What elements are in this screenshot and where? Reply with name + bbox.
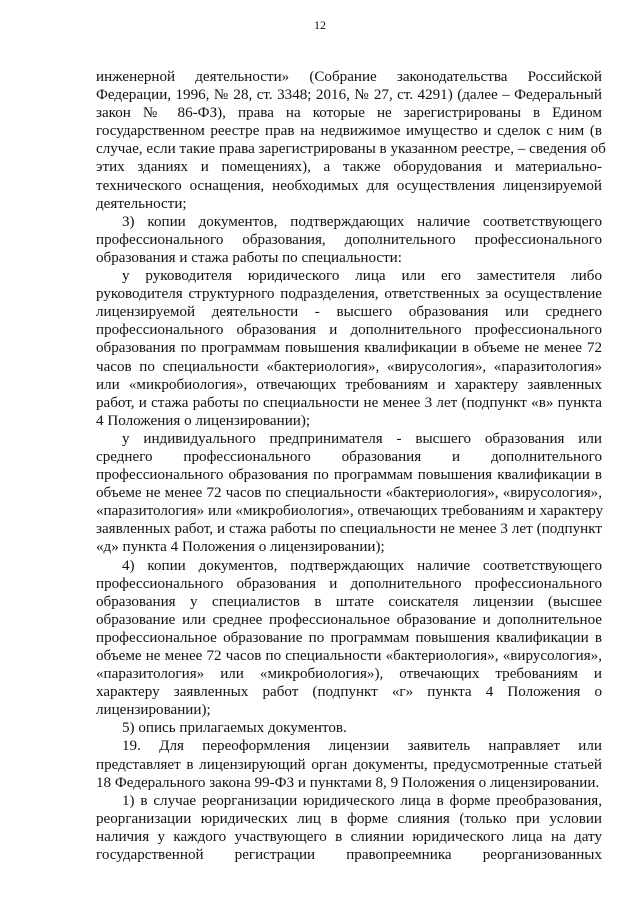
text-line: государственной регистрации правопреемника реорганизованных [96,847,602,864]
text-line: 18 Федерального закона 99-ФЗ и пунктами 8, 9 Положения о лицензировании. [96,774,600,791]
page-number: 12 [314,18,326,32]
text-line: лицензировании); [96,702,211,719]
text-line: Федерации, 1996, № 28, ст. 3348; 2016, № 27, ст. 4291) (далее – Федеральный [96,87,602,104]
text-line: объеме не менее 72 часов по специальности «бактериология», «вирусология», [96,485,602,502]
text-line: образование или среднее профессиональное образование и дополнительное [96,611,602,628]
text-line: представляет в лицензирующий орган документы, предусмотренные статьей [96,756,602,773]
text-line: «д» пункта 4 Положения о лицензировании); [96,539,385,556]
text-line: образования и стажа работы по специальности: [96,249,402,266]
text-line: профессионального образования и дополнительного профессионального [96,575,602,592]
text-line: случае, если такие права зарегистрированы в указанном реестре, – сведения об [96,141,606,158]
text-line: 1) в случае реорганизации юридического лица в форме преобразования, [122,792,602,809]
text-line: технического оснащения, необходимых для осуществления лицензируемой [96,177,602,194]
text-line: у индивидуального предпринимателя - высшего образования или [122,430,602,447]
text-line: среднего профессионального образования и дополнительного [96,448,602,465]
text-line: профессиональное образование по программам повышения квалификации в [96,629,602,646]
text-line: образования по программам повышения квалификации в объеме не менее 72 [96,340,602,357]
text-line: лицензируемой деятельности - высшего образования или среднего [96,304,602,321]
text-line: или «микробиология», отвечающих требованиям и характеру заявленных [96,376,602,393]
text-line: профессионального образования по программам повышения квалификации в [96,467,602,484]
text-line: закон № 86-ФЗ), права на которые не зарегистрированы в Едином [96,105,602,122]
text-line: образования у специалистов в штате соискателя лицензии (высшее [96,593,602,610]
text-line: профессионального образования и дополнительного профессионального [96,322,602,339]
text-line: 19. Для переоформления лицензии заявитель направляет или [122,738,602,755]
text-line: государственном реестре прав на недвижимое имущество и сделок с ним (в [96,123,602,140]
text-line: инженерной деятельности» (Собрание законодательства Российской [96,69,602,85]
text-line: часов по специальности «бактериология», «вирусология», «паразитология» [96,358,602,375]
text-line: заявленных работ, и стажа работы по специальности не менее 3 лет (подпункт [96,521,602,538]
text-line: объеме не менее 72 часов по специальности «бактериология», «вирусология», [96,648,602,664]
text-line: «паразитология» или «микробиология»), отвечающих требованиям и [96,666,602,683]
text-line: деятельности; [96,195,187,212]
body-text [96,68,606,864]
text-line: характеру заявленных работ (подпункт «г» пункта 4 Положения о [96,684,602,701]
text-line: реорганизации юридических лиц в форме слияния (только при условии [96,810,602,827]
text-line: 3) копии документов, подтверждающих наличие соответствующего [122,213,602,230]
text-line: 5) опись прилагаемых документов. [122,720,347,737]
text-line: 4) копии документов, подтверждающих наличие соответствующего [122,557,602,574]
text-line: профессионального образования, дополнительного профессионального [96,231,602,248]
text-line: работ, и стажа работы по специальности не менее 3 лет (подпункт «в» пункта [96,394,602,411]
text-line: наличия у каждого участвующего в слиянии юридического лица на дату [96,828,602,845]
text-line: 4 Положения о лицензировании); [96,412,311,429]
text-line: этих зданиях и помещениях), а также оборудования и материально- [96,159,602,176]
text-line: «паразитология» или «микробиология», отвечающих требованиям и характеру [96,503,604,520]
text-line: у руководителя юридического лица или его заместителя либо [122,268,602,285]
text-line: руководителя структурного подразделения, ответственных за осуществление [96,286,602,303]
